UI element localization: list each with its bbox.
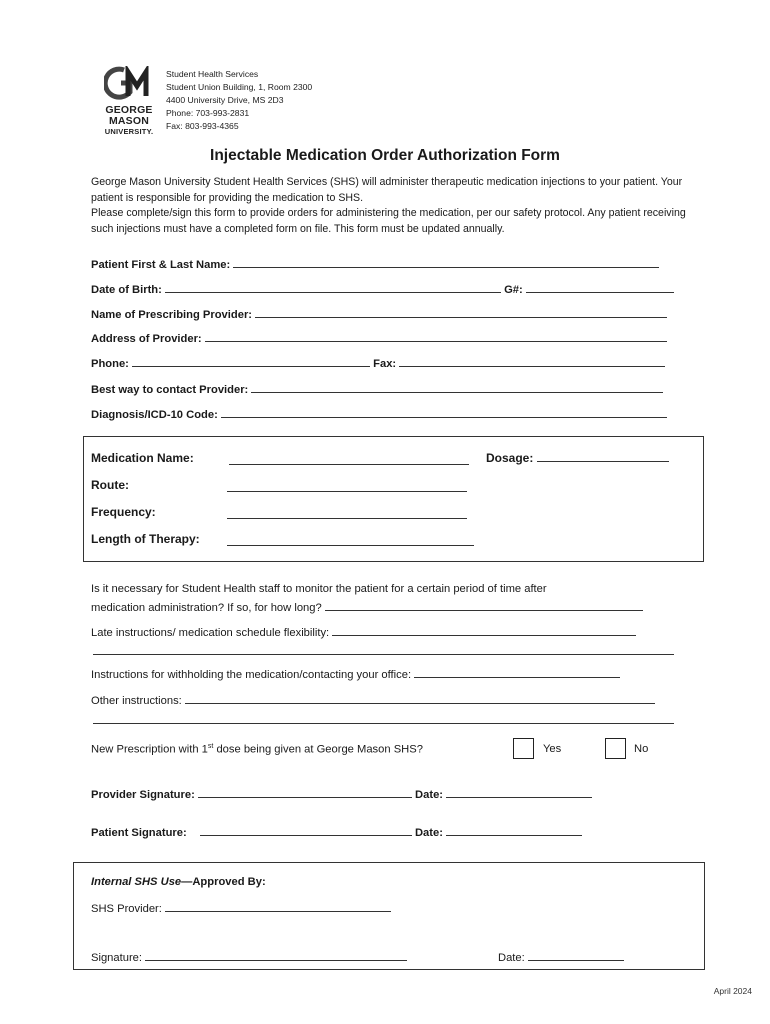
logo-george: GEORGE bbox=[105, 104, 153, 116]
monitor-question-row bbox=[91, 600, 643, 614]
dosage-label: Dosage: bbox=[486, 451, 534, 465]
patient-name-field[interactable] bbox=[233, 257, 659, 268]
new-rx-question bbox=[91, 743, 423, 756]
route-field[interactable] bbox=[227, 481, 467, 492]
diagnosis-field[interactable] bbox=[221, 407, 667, 418]
provider-signature-label: Provider Signature: bbox=[91, 789, 195, 801]
provider-signature-row bbox=[91, 787, 592, 801]
dob-field[interactable] bbox=[165, 282, 501, 293]
intro-text bbox=[91, 175, 691, 237]
new-rx-text-post: dose being given at George Mason SHS? bbox=[213, 743, 423, 756]
provider-address-field[interactable] bbox=[205, 331, 667, 342]
internal-signature-field[interactable] bbox=[145, 950, 407, 961]
monitor-question-line2: medication administration? If so, for how long? bbox=[91, 602, 322, 614]
yes-checkbox[interactable] bbox=[513, 738, 534, 759]
phone-fax-row bbox=[91, 356, 665, 370]
dosage-field[interactable] bbox=[537, 451, 669, 462]
monitor-question-line1: Is it necessary for Student Health staff to monitor the patient for a certain period of time after bbox=[91, 583, 547, 595]
logo-university: UNIVERSITY. bbox=[104, 127, 154, 136]
other-instructions-row bbox=[91, 693, 655, 707]
fax-label: Fax: bbox=[373, 358, 397, 370]
internal-date-label: Date: bbox=[498, 952, 525, 964]
new-rx-sup: st bbox=[207, 743, 214, 750]
patient-signature-row bbox=[91, 825, 582, 839]
withholding-label: Instructions for withholding the medication/contacting your office: bbox=[91, 669, 412, 681]
internal-use-heading bbox=[91, 876, 266, 888]
other-instructions-field[interactable] bbox=[185, 693, 655, 704]
length-label: Length of Therapy: bbox=[91, 532, 200, 546]
route-label: Route: bbox=[91, 478, 129, 492]
shs-provider-row bbox=[91, 901, 391, 915]
contact-field[interactable] bbox=[251, 382, 663, 393]
intro-paragraph-1: George Mason University Student Health Services (SHS) will administer therapeutic medication injections to your patient. Your patient is responsible for providing the medication to SHS. bbox=[91, 176, 683, 204]
late-instructions-label: Late instructions/ medication schedule flexibility: bbox=[91, 627, 330, 639]
dob-label: Date of Birth: bbox=[91, 284, 162, 296]
footer-date: April 2024 bbox=[713, 986, 752, 996]
monitor-field[interactable] bbox=[325, 600, 643, 611]
org-name: Student Health Services bbox=[166, 69, 259, 79]
fax-field[interactable] bbox=[399, 356, 665, 367]
shs-provider-label: SHS Provider: bbox=[91, 903, 162, 915]
provider-name-field[interactable] bbox=[255, 307, 667, 318]
internal-signature-row bbox=[91, 950, 407, 964]
gm-monogram-icon bbox=[104, 66, 154, 100]
medication-name-label: Medication Name: bbox=[91, 451, 194, 465]
internal-date-row bbox=[498, 950, 624, 964]
approved-by-label: —Approved By: bbox=[181, 876, 266, 888]
org-phone: Phone: 703-993-2831 bbox=[166, 108, 250, 118]
provider-address-row bbox=[91, 331, 667, 345]
dosage-row bbox=[486, 451, 669, 465]
internal-date-field[interactable] bbox=[528, 950, 624, 961]
shs-provider-field[interactable] bbox=[165, 901, 391, 912]
internal-signature-label: Signature: bbox=[91, 952, 142, 964]
frequency-label: Frequency: bbox=[91, 505, 156, 519]
medication-name-field[interactable] bbox=[229, 454, 469, 465]
late-instructions-line2[interactable] bbox=[93, 654, 674, 655]
diagnosis-label: Diagnosis/ICD-10 Code: bbox=[91, 409, 218, 421]
logo-mason: MASON bbox=[108, 115, 150, 127]
contact-row bbox=[91, 382, 663, 396]
address-block bbox=[166, 68, 312, 133]
phone-field[interactable] bbox=[132, 356, 370, 367]
dob-row bbox=[91, 282, 674, 296]
late-instructions-field[interactable] bbox=[332, 625, 636, 636]
internal-use-title: Internal SHS Use bbox=[91, 876, 182, 888]
diagnosis-row bbox=[91, 407, 667, 421]
withholding-row bbox=[91, 667, 620, 681]
provider-name-row bbox=[91, 307, 667, 321]
provider-name-label: Name of Prescribing Provider: bbox=[91, 309, 253, 321]
no-checkbox[interactable] bbox=[605, 738, 626, 759]
other-instructions-line2[interactable] bbox=[93, 723, 674, 724]
new-rx-text-pre: New Prescription with 1 bbox=[91, 743, 208, 756]
contact-label: Best way to contact Provider: bbox=[91, 384, 249, 396]
patient-signature-field[interactable] bbox=[200, 825, 412, 836]
patient-date-label: Date: bbox=[414, 827, 443, 839]
provider-signature-field[interactable] bbox=[198, 787, 412, 798]
length-field[interactable] bbox=[227, 535, 474, 546]
org-building: Student Union Building, 1, Room 2300 bbox=[166, 82, 313, 92]
g-number-label: G#: bbox=[504, 284, 523, 296]
form-title: Injectable Medication Order Authorization Form bbox=[210, 147, 560, 164]
patient-name-row bbox=[91, 257, 659, 271]
late-instructions-row bbox=[91, 625, 636, 639]
g-number-field[interactable] bbox=[526, 282, 674, 293]
withholding-field[interactable] bbox=[414, 667, 620, 678]
patient-signature-label: Patient Signature: bbox=[91, 827, 187, 839]
patient-name-label: Patient First & Last Name: bbox=[91, 259, 231, 271]
org-street: 4400 University Drive, MS 2D3 bbox=[166, 95, 284, 105]
org-fax: Fax: 803-993-4365 bbox=[166, 121, 239, 131]
patient-date-field[interactable] bbox=[446, 825, 582, 836]
frequency-field[interactable] bbox=[227, 508, 467, 519]
other-instructions-label: Other instructions: bbox=[91, 695, 182, 707]
intro-paragraph-2: Please complete/sign this form to provide orders for administering the medication, per our safety protocol. Any patient receiving such injections must have a completed form on file. This form must be updated annually. bbox=[91, 207, 686, 235]
phone-label: Phone: bbox=[91, 358, 129, 370]
provider-date-field[interactable] bbox=[446, 787, 592, 798]
gmu-logo bbox=[100, 66, 158, 136]
yes-label: Yes bbox=[543, 743, 562, 755]
no-label: No bbox=[634, 743, 649, 755]
provider-date-label: Date: bbox=[415, 789, 444, 801]
provider-address-label: Address of Provider: bbox=[91, 333, 202, 345]
